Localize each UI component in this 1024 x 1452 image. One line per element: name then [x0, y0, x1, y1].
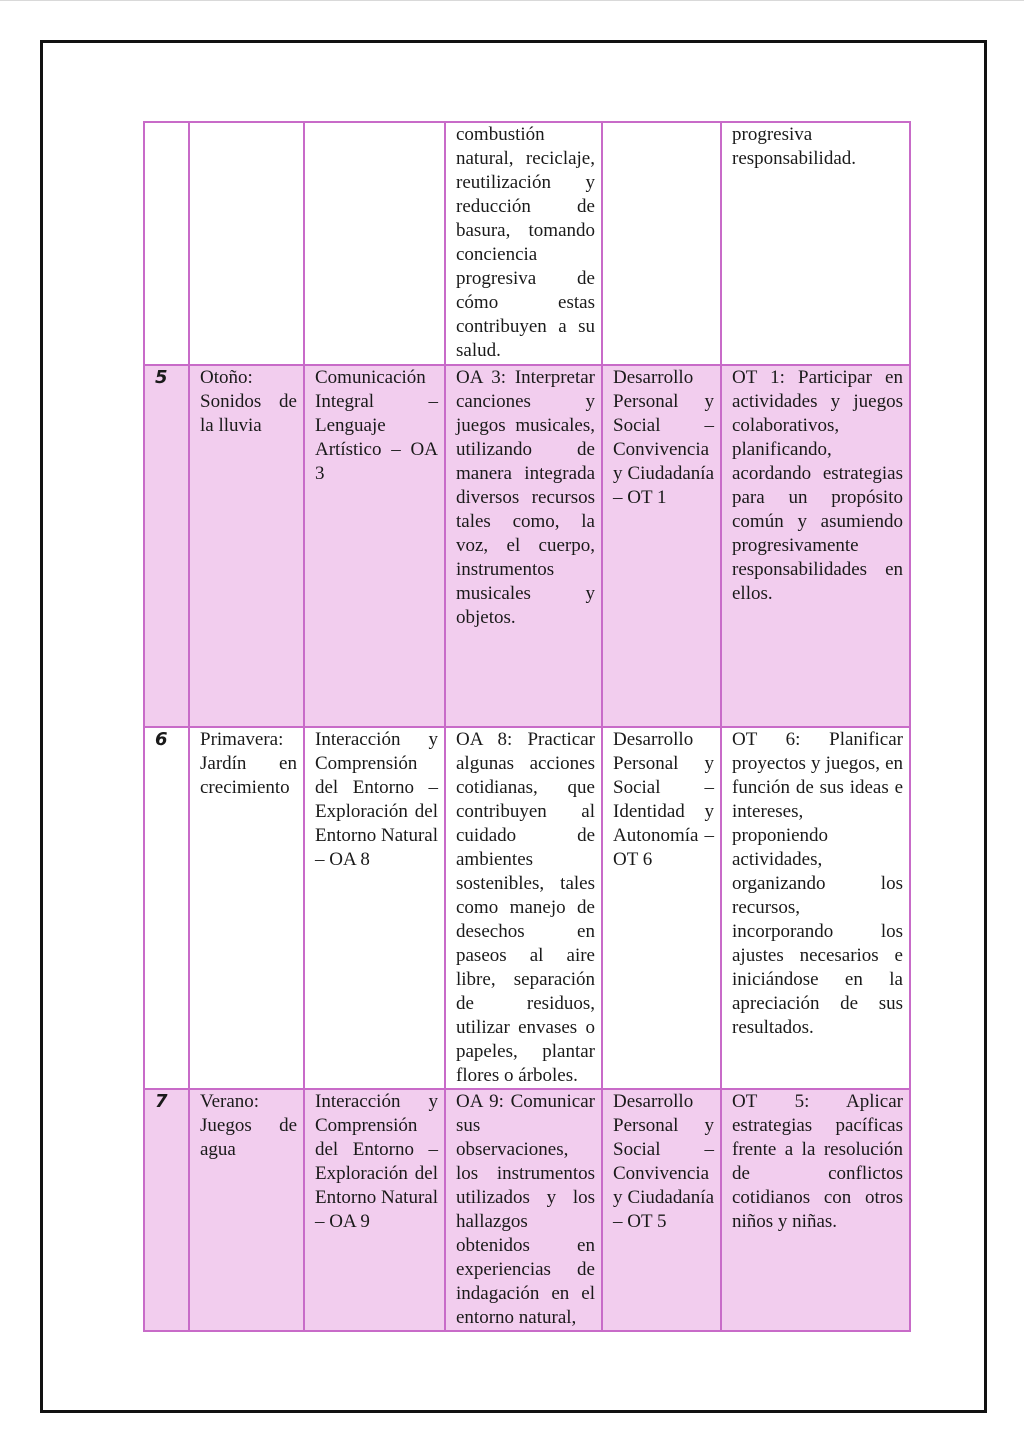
- table-row: [144, 122, 910, 365]
- table-row: [144, 365, 910, 727]
- ambito-cell: Comunicación Integral – Lenguaje Artístico – OA 3: [304, 365, 445, 727]
- top-divider-line: [0, 0, 1024, 1]
- ambito-cell: [304, 122, 445, 365]
- ot-cell: OT 6: Planificar proyectos y juegos, en función de sus ideas e intereses, proponiendo actividades, organizando los recursos, incorporando los ajustes necesarios e iniciándose en la apreciación de sus resultados.: [721, 727, 910, 1089]
- planning-table: [143, 121, 911, 1332]
- nucleo-ot-cell: Desarrollo Personal y Social – Convivencia y Ciudadanía – OT 5: [602, 1089, 721, 1331]
- ambito-cell: Interacción y Comprensión del Entorno – Exploración del Entorno Natural – OA 9: [304, 1089, 445, 1331]
- row-number: 6: [144, 727, 189, 1089]
- ambito-cell: Interacción y Comprensión del Entorno – Exploración del Entorno Natural – OA 8: [304, 727, 445, 1089]
- theme-cell: Primavera: Jardín en crecimiento: [189, 727, 304, 1089]
- oa-cell: combustión natural, reciclaje, reutilización y reducción de basura, tomando conciencia progresiva de cómo estas contribuyen a su salud.: [445, 122, 602, 365]
- row-number: [144, 122, 189, 365]
- theme-cell: Otoño: Sonidos de la lluvia: [189, 365, 304, 727]
- oa-cell: OA 8: Practicar algunas acciones cotidianas, que contribuyen al cuidado de ambientes sostenibles, tales como manejo de desechos en paseos al aire libre, separación de residuos, utilizar envases o papeles, plantar flores o árboles.: [445, 727, 602, 1089]
- nucleo-ot-cell: Desarrollo Personal y Social – Convivencia y Ciudadanía – OT 1: [602, 365, 721, 727]
- nucleo-ot-cell: [602, 122, 721, 365]
- table-row: [144, 727, 910, 1089]
- row-number: 5: [144, 365, 189, 727]
- ot-cell: OT 1: Participar en actividades y juegos colaborativos, planificando, acordando estrategias para un propósito común y asumiendo progresivamente responsabilidades en ellos.: [721, 365, 910, 727]
- ot-cell: progresiva responsabilidad.: [721, 122, 910, 365]
- row-number: 7: [144, 1089, 189, 1331]
- ot-cell: OT 5: Aplicar estrategias pacíficas frente a la resolución de conflictos cotidianos con otros niños y niñas.: [721, 1089, 910, 1331]
- theme-cell: [189, 122, 304, 365]
- table-row: [144, 1089, 910, 1331]
- nucleo-ot-cell: Desarrollo Personal y Social – Identidad y Autonomía – OT 6: [602, 727, 721, 1089]
- theme-cell: Verano: Juegos de agua: [189, 1089, 304, 1331]
- oa-cell: OA 3: Interpretar canciones y juegos musicales, utilizando de manera integrada diversos recursos tales como, la voz, el cuerpo, instrumentos musicales y objetos.: [445, 365, 602, 727]
- oa-cell: OA 9: Comunicar sus observaciones, los instrumentos utilizados y los hallazgos obtenidos en experiencias de indagación en el entorno natural,: [445, 1089, 602, 1331]
